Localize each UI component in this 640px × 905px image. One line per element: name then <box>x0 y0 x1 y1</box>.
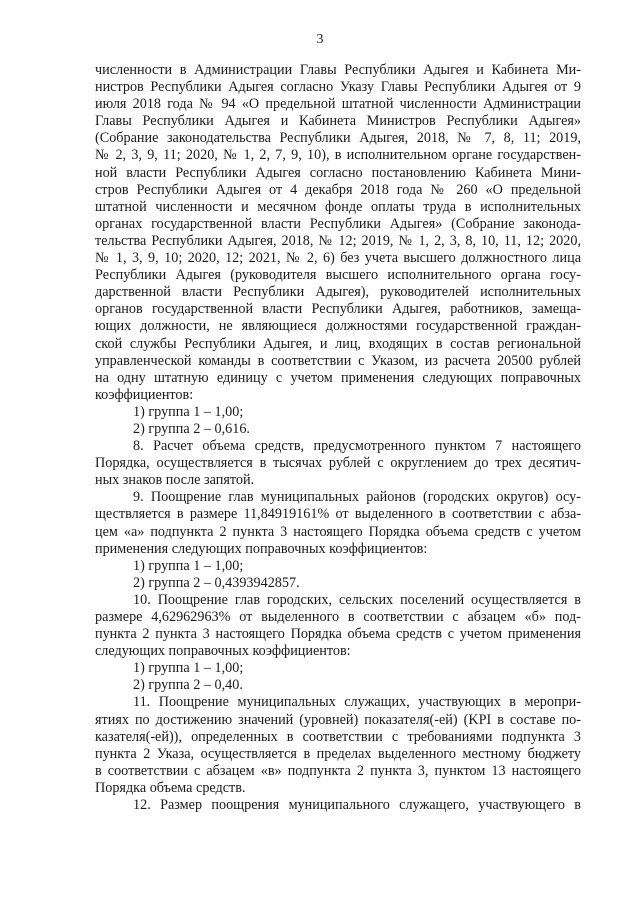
text-line: 2) группа 2 – 0,4393942857. <box>133 574 300 591</box>
text-line: органах государственной власти Республики Адыгея» (Собрание законода- <box>95 215 581 232</box>
text-line: применения следующих поправочных коэффициентов: <box>95 540 428 557</box>
text-line: штатной численности и месячном фонде оплаты труда в исполнительных <box>95 198 581 215</box>
text-line: 11. Поощрение муниципальных служащих, участвующих в меропри- <box>133 694 581 711</box>
text-line: ющих должности, не являющиеся должностями государственной граждан- <box>95 318 581 335</box>
text-line: № 2, 3, 9, 11; 2020, № 1, 2, 7, 9, 10), в исполнительном органе государствен- <box>95 147 581 164</box>
text-line: 1) группа 1 – 1,00; <box>133 557 244 574</box>
text-line: 1) группа 1 – 1,00; <box>133 660 244 677</box>
text-line: № 1, 3, 9, 10; 2020, 12; 2021, № 2, 6) без учета высшего должностного лица <box>95 250 581 267</box>
text-line: 1) группа 1 – 1,00; <box>133 403 244 420</box>
text-line: коэффициентов: <box>95 386 194 403</box>
text-line: июля 2018 года № 94 «О предельной штатной численности Администрации <box>95 96 581 113</box>
document-body <box>95 62 581 814</box>
text-line: нистров Республики Адыгея согласно Указу Главы Республики Адыгея от 9 <box>95 79 581 96</box>
text-line: 10. Поощрение глав городских, сельских поселений осуществляется в <box>133 591 581 608</box>
text-line: Республики Адыгея (руководителя высшего исполнительного органа госу- <box>95 267 581 284</box>
text-line: Порядка, осуществляется в тысячах рублей с округлением до трех десятич- <box>95 455 581 472</box>
text-line: органов государственной власти Республики Адыгея, работников, замеща- <box>95 301 581 318</box>
text-line: численности в Администрации Главы Республики Адыгея и Кабинета Ми- <box>95 62 581 78</box>
text-line: в соответствии с абзацем «в» подпункта 2 пункта 3, пунктом 13 настоящего <box>95 762 581 779</box>
text-line: на одну штатную единицу с учетом применения следующих поправочных <box>95 369 581 386</box>
text-line: пункта 2 пункта 3 настоящего Порядка объема средств с учетом применения <box>95 626 581 643</box>
text-line: Порядка объема средств. <box>95 779 246 796</box>
text-line: следующих поправочных коэффициентов: <box>95 643 351 660</box>
text-line: (Собрание законодательства Республики Адыгея, 2018, № 7, 8, 11; 2019, <box>95 130 581 147</box>
page-number: 3 <box>316 32 324 47</box>
text-line: 9. Поощрение глав муниципальных районов (городских округов) осу- <box>133 489 581 506</box>
text-line: управленческой команды в соответствии с Указом, из расчета 20500 рублей <box>95 352 581 369</box>
text-line: ной власти Республики Адыгея согласно постановлению Кабинета Мини- <box>95 164 581 181</box>
text-line: ятиях по достижению значений (уровней) показателя(-ей) (KPI в составе по- <box>95 711 581 728</box>
text-line: дарственной власти Республики Адыгея), руководителей исполнительных <box>95 284 581 301</box>
text-line: казателя(-ей)), определенных в соответствии с требованиями подпункта 3 <box>95 728 581 745</box>
text-line: тельства Республики Адыгея, 2018, № 12; 2019, № 1, 2, 3, 8, 10, 11, 12; 2020, <box>95 232 581 249</box>
text-line: ществляется в размере 11,84919161% от выделенного в соответствии с абза- <box>95 506 581 523</box>
text-line: стров Республики Адыгея от 4 декабря 2018 года № 260 «О предельной <box>95 181 581 198</box>
text-line: 12. Размер поощрения муниципального служащего, участвующего в <box>133 797 581 814</box>
text-line: цем «а» подпункта 2 пункта 3 настоящего Порядка объема средств с учетом <box>95 523 581 540</box>
text-line: 2) группа 2 – 0,616. <box>133 420 250 437</box>
text-line: 8. Расчет объема средств, предусмотренного пунктом 7 настоящего <box>133 438 581 455</box>
text-line: Главы Республики Адыгея и Кабинета Министров Республики Адыгея» <box>95 113 581 130</box>
text-line: ных знаков после запятой. <box>95 472 255 489</box>
text-line: пункта 2 Указа, осуществляется в пределах выделенного местному бюджету <box>95 745 581 762</box>
text-line: размере 4,62962963% от выделенного в соответствии с абзацем «б» под- <box>95 609 581 625</box>
text-line: 2) группа 2 – 0,40. <box>133 677 243 694</box>
text-line: ской службы Республики Адыгея, и лиц, входящих в состав региональной <box>95 335 581 352</box>
